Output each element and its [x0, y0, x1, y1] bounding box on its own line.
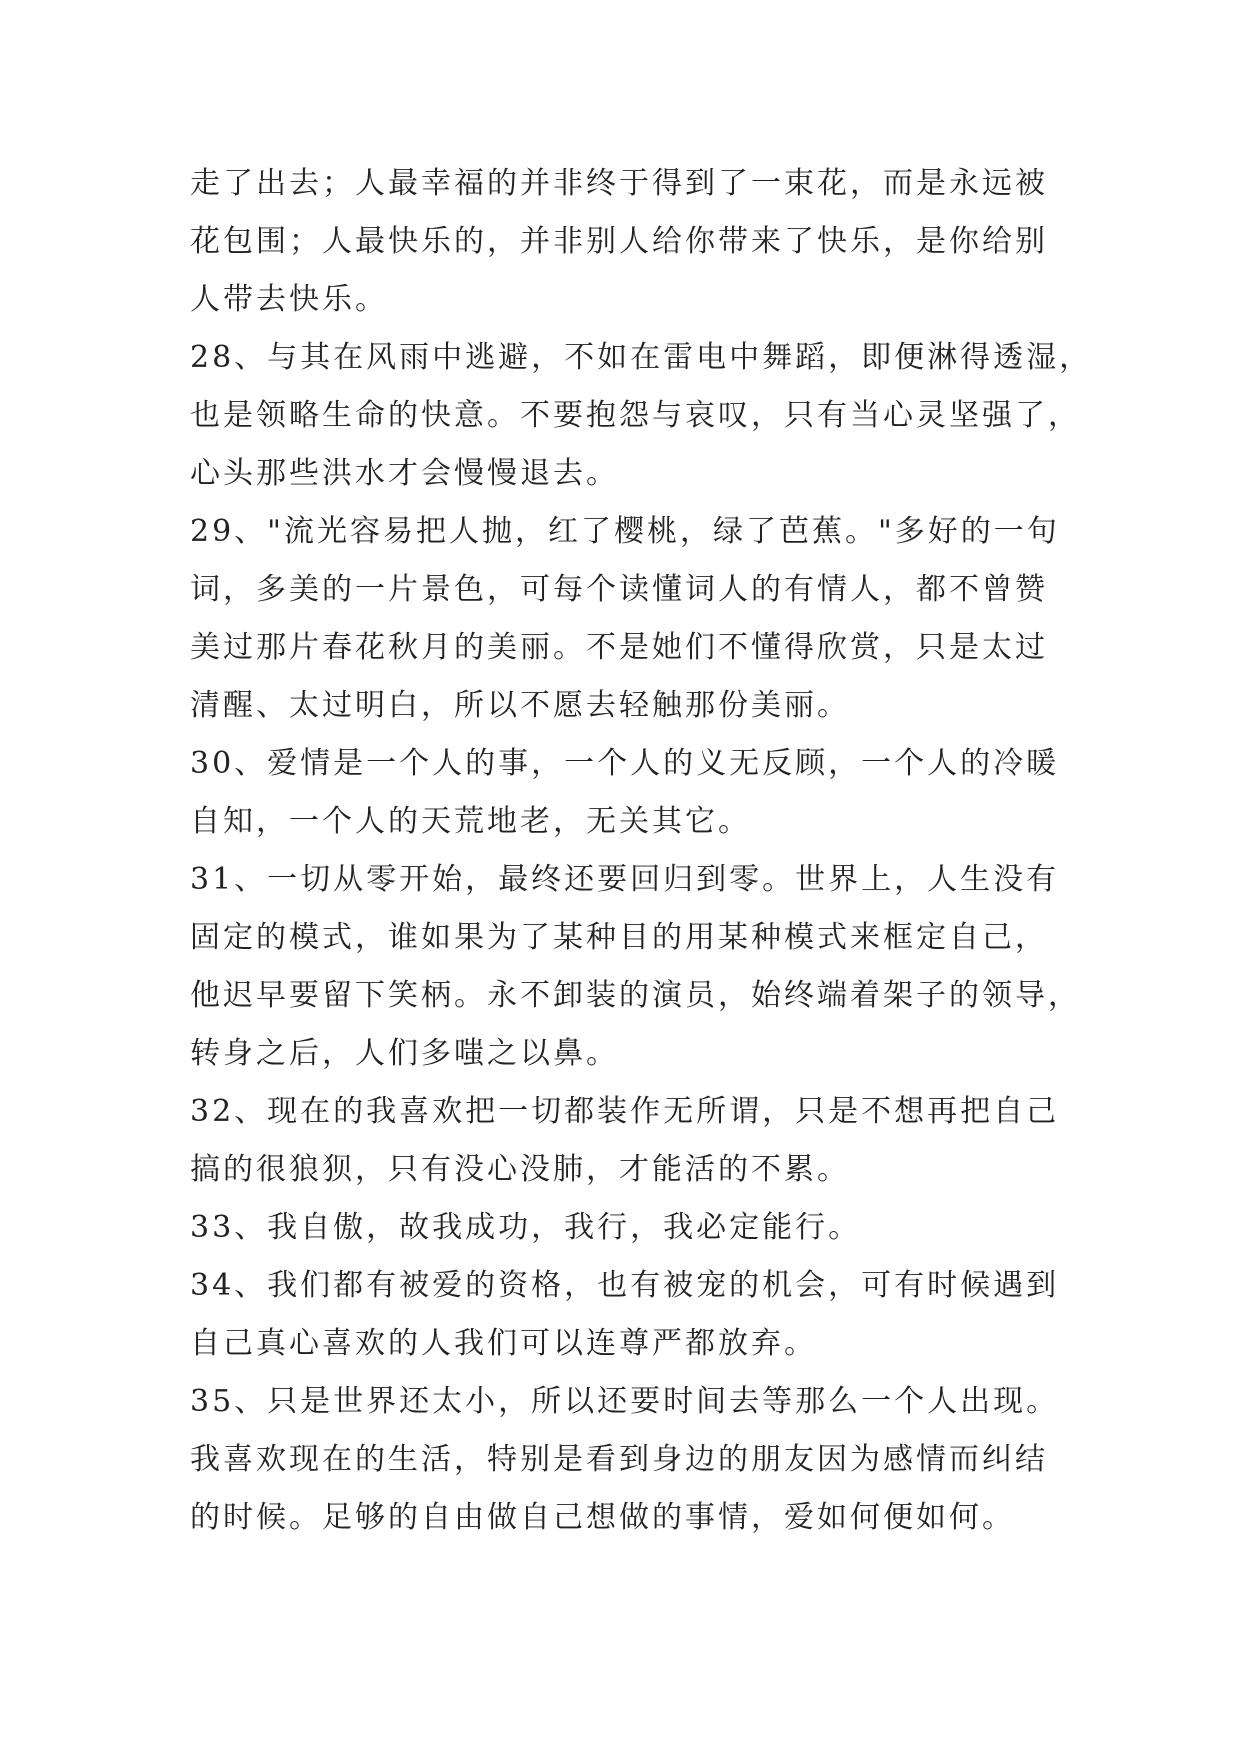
text-line: 心头那些洪水才会慢慢退去。 [190, 456, 619, 491]
text-line: 34、我们都有被爱的资格，也有被宠的机会，可有时候遇到 [190, 1268, 1060, 1303]
text-line: 搞的很狼狈，只有没心没肺，才能活的不累。 [190, 1152, 850, 1187]
text-line: 29、"流光容易把人抛，红了樱桃，绿了芭蕉。"多好的一句 [190, 514, 1060, 549]
document-body [190, 155, 1093, 1547]
text-line: 转身之后，人们多嗤之以鼻。 [190, 1036, 619, 1071]
text-line: 走了出去；人最幸福的并非终于得到了一束花，而是永远被 [190, 166, 1048, 201]
text-line: 我喜欢现在的生活，特别是看到身边的朋友因为感情而纠结 [190, 1442, 1048, 1477]
text-line: 清醒、太过明白，所以不愿去轻触那份美丽。 [190, 688, 850, 723]
text-line: 固定的模式，谁如果为了某种目的用某种模式来框定自己， [190, 920, 1048, 955]
text-line: 的时候。足够的自由做自己想做的事情，爱如何便如何。 [190, 1500, 1015, 1535]
text-line: 31、一切从零开始，最终还要回归到零。世界上，人生没有 [190, 862, 1060, 897]
text-line: 30、爱情是一个人的事，一个人的义无反顾，一个人的冷暖 [190, 746, 1060, 781]
text-line: 35、只是世界还太小，所以还要时间去等那么一个人出现。 [190, 1384, 1060, 1419]
text-line: 自己真心喜欢的人我们可以连尊严都放弃。 [190, 1326, 817, 1361]
text-line: 33、我自傲，故我成功，我行，我必定能行。 [190, 1210, 862, 1245]
text-line: 花包围；人最快乐的，并非别人给你带来了快乐，是你给别 [190, 224, 1048, 259]
text-line: 人带去快乐。 [190, 282, 388, 317]
text-line: 词，多美的一片景色，可每个读懂词人的有情人，都不曾赞 [190, 572, 1048, 607]
text-line: 他迟早要留下笑柄。永不卸装的演员，始终端着架子的领导， [190, 978, 1081, 1013]
text-line: 也是领略生命的快意。不要抱怨与哀叹，只有当心灵坚强了， [190, 398, 1081, 433]
text-line: 自知，一个人的天荒地老，无关其它。 [190, 804, 751, 839]
text-line: 28、与其在风雨中逃避，不如在雷电中舞蹈，即便淋得透湿， [190, 340, 1093, 375]
text-line: 美过那片春花秋月的美丽。不是她们不懂得欣赏，只是太过 [190, 630, 1048, 665]
text-line: 32、现在的我喜欢把一切都装作无所谓，只是不想再把自己 [190, 1094, 1060, 1129]
